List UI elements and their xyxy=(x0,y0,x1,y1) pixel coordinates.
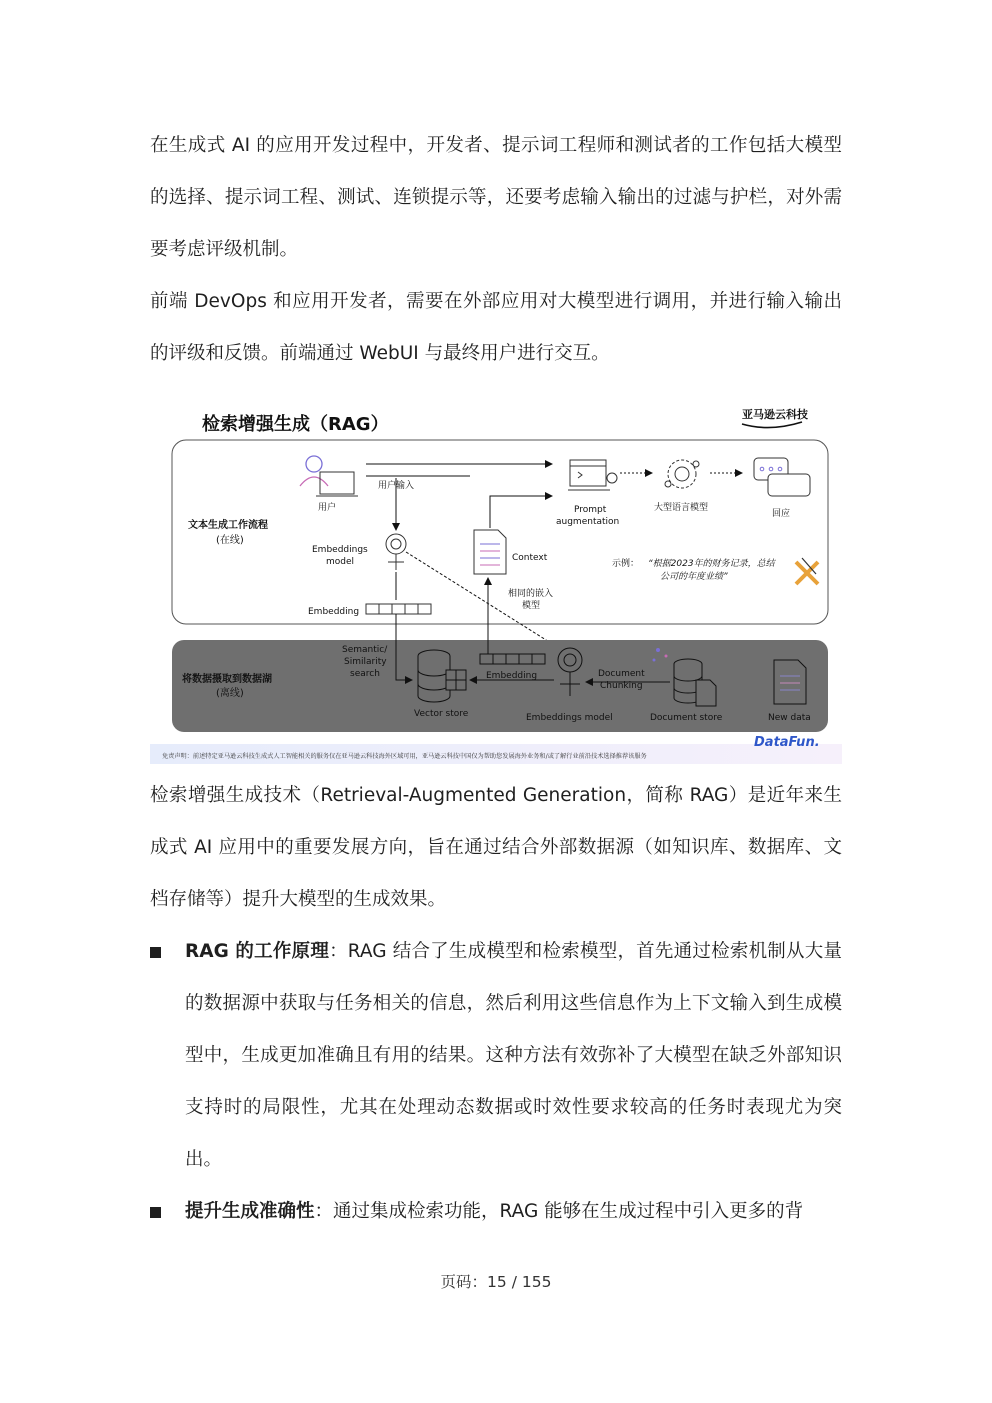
bullet-rag-principle xyxy=(150,926,842,1186)
user-input-label: 用户输入 xyxy=(378,481,415,491)
embeddings-model-bottom-label: Embeddings model xyxy=(526,713,613,723)
bullet-accuracy xyxy=(150,1186,842,1238)
embeddings-model-label-1: Embeddings xyxy=(312,545,368,555)
brand-smile-icon xyxy=(742,422,802,428)
llm-label: 大型语言模型 xyxy=(654,503,709,513)
doc-chunking-label-1: Document xyxy=(598,669,645,679)
bullet-body: ：通过集成检索功能，RAG 能够在生成过程中引入更多的背 xyxy=(314,1201,804,1222)
square-bullet-icon xyxy=(150,1207,161,1218)
bullet-title: 提升生成准确性 xyxy=(185,1201,315,1222)
figure-title: 检索增强生成（RAG） xyxy=(202,414,389,435)
rag-figure xyxy=(150,398,842,768)
offline-label: 将数据摄取到数据湖 xyxy=(182,674,272,685)
semantic-label-3: search xyxy=(350,669,380,679)
square-bullet-icon xyxy=(150,947,161,958)
datafun-watermark: DataFun. xyxy=(754,735,820,750)
embedding-bottom-vector-icon xyxy=(480,654,545,664)
bullet-text xyxy=(185,1186,842,1238)
embedding-vector-icon xyxy=(366,604,431,614)
bullet-text xyxy=(185,926,842,1186)
context-document-icon xyxy=(474,530,506,574)
prompt-label-1: Prompt xyxy=(574,505,607,515)
example-label: 示例： xyxy=(612,559,640,569)
same-model-label-1: 相同的嵌入 xyxy=(508,589,554,599)
bullet-title: RAG 的工作原理 xyxy=(185,941,330,962)
vector-store-label: Vector store xyxy=(414,709,469,719)
doc-store-label: Document store xyxy=(650,713,723,723)
paragraph-frontend-devops: 前端 DevOps 和应用开发者，需要在外部应用对大模型进行调用，并进行输入输出的评级和反馈。前端通过 WebUI 与最终用户进行交互。 xyxy=(150,291,842,364)
bullet-body: ：RAG 结合了生成模型和检索模型，首先通过检索机制从大量的数据源中获取与任务相关的信息，然后利用这些信息作为上下文输入到生成模型中，生成更加准确且有用的结果。这种方法有效弥补了大模型在缺乏外部知识支持时的局限性，尤其在处理动态数据或时效性要求较高的任务时表现尤为突出。 xyxy=(185,941,842,1170)
embedding-top-label: Embedding xyxy=(308,607,360,617)
disclaimer-text: 免责声明：前述特定亚马逊云科技生成式人工智能相关的服务仅在亚马逊云科技海外区域可用，亚马逊云科技中国仅为帮助您发展海外业务和/或了解行业前沿技术选择推荐该服务 xyxy=(162,753,647,760)
user-label: 用户 xyxy=(318,503,337,513)
paragraph-genai-dev: 在生成式 AI 的应用开发过程中，开发者、提示词工程师和测试者的工作包括大模型的选择、提示词工程、测试、连锁提示等，还要考虑输入输出的过滤与护栏，对外需要考虑评级机制。 xyxy=(150,135,842,260)
prompt-label-2: augmentation xyxy=(556,517,620,527)
example-text-1: “根据2023年的财务记录，总结 xyxy=(648,559,775,569)
new-data-icon xyxy=(774,660,806,704)
embedding-bottom-label: Embedding xyxy=(486,671,538,681)
semantic-label-1: Semantic/ xyxy=(342,645,388,655)
response-label: 回应 xyxy=(772,509,791,519)
doc-chunking-label-2: Chunking xyxy=(600,681,643,691)
embeddings-model-label-2: model xyxy=(326,557,355,567)
semantic-label-2: Similarity xyxy=(344,657,387,667)
context-label: Context xyxy=(512,553,548,563)
page-number: 页码：15 / 155 xyxy=(440,1273,552,1291)
offline-sub: (离线) xyxy=(216,688,244,699)
new-data-label: New data xyxy=(768,713,811,723)
example-text-2: 公司的年度业绩” xyxy=(660,572,728,582)
same-model-label-2: 模型 xyxy=(522,601,541,611)
rag-diagram xyxy=(150,398,842,768)
online-sub: (在线) xyxy=(216,535,244,546)
brand-logo-text: 亚马逊云科技 xyxy=(742,408,808,421)
online-label: 文本生成工作流程 xyxy=(188,520,268,531)
paragraph-rag-intro: 检索增强生成技术（Retrieval-Augmented Generation，简称 RAG）是近年来生成式 AI 应用中的重要发展方向，旨在通过结合外部数据源（如知识库、数据库、文档存储等）提升大模型的生成效果。 xyxy=(150,785,842,910)
